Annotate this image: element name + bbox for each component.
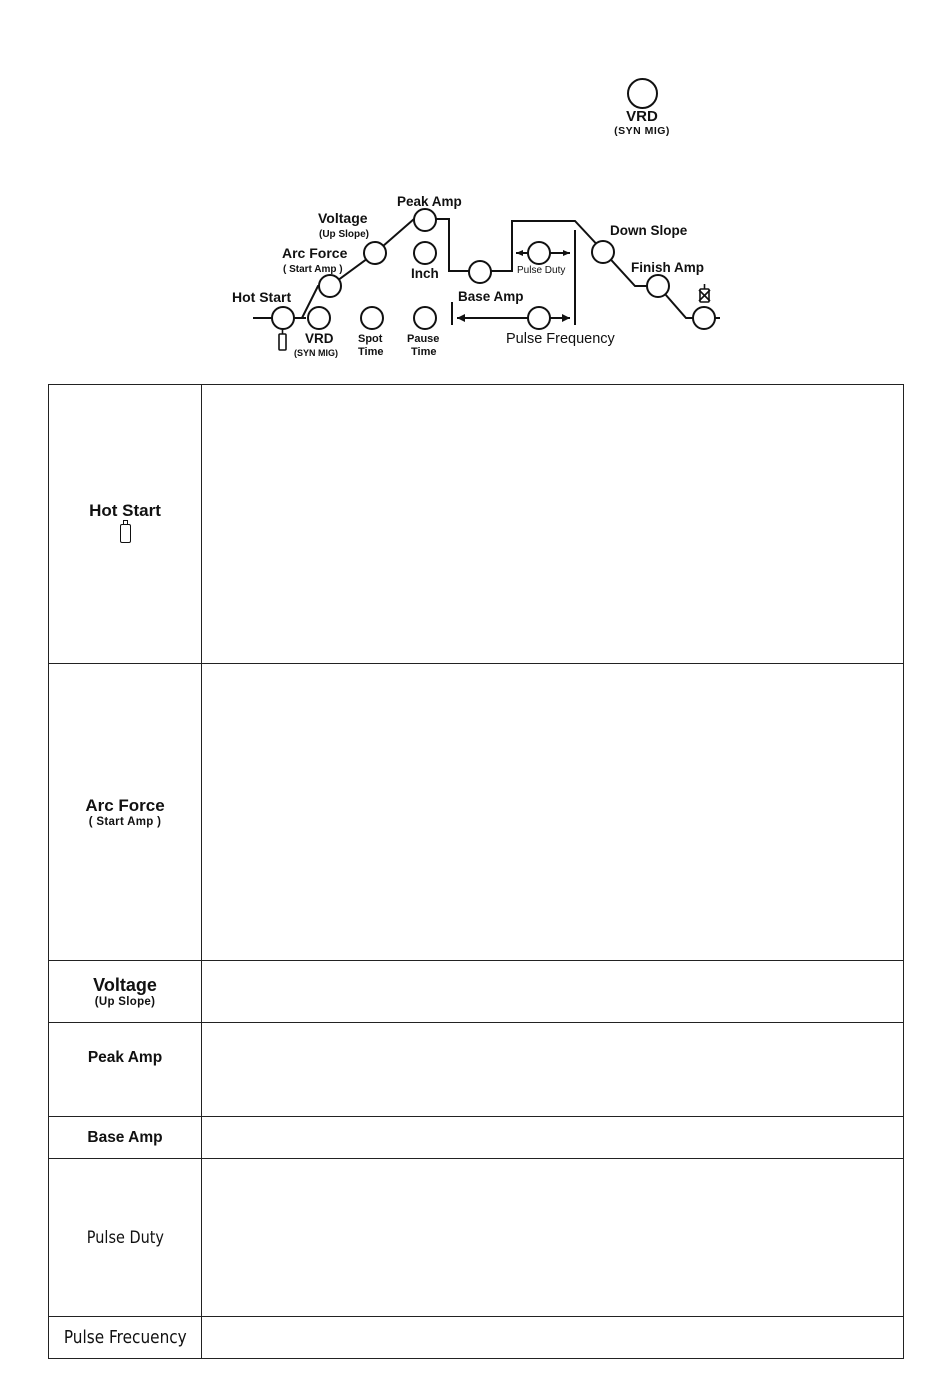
param-name: Pulse Frecuency [63, 1327, 187, 1348]
down-slope-knob [592, 241, 614, 263]
param-arc-force [49, 664, 202, 961]
param-hot-start [49, 385, 202, 664]
vrd-indicator-sub: (SYN MIG) [614, 125, 670, 137]
param-voltage [49, 961, 202, 1023]
pause-time-label-1: Pause [407, 333, 440, 345]
pause-time-knob [414, 307, 436, 329]
param-pulse-frequency [49, 1317, 202, 1359]
table-row [49, 1117, 904, 1159]
hot-start-label: Hot Start [232, 289, 292, 305]
gas-cylinder-icon [279, 329, 286, 350]
inch-label: Inch [411, 266, 439, 281]
vrd-label: VRD [305, 331, 334, 346]
vrd-knob [308, 307, 330, 329]
pulse-frequency-knob [528, 307, 550, 329]
pulse-duty-knob [528, 242, 550, 264]
param-description [202, 1159, 904, 1317]
finish-amp-label: Finish Amp [631, 260, 704, 275]
parameter-table [48, 384, 904, 1359]
down-slope-label: Down Slope [610, 223, 688, 238]
table-row [49, 1023, 904, 1117]
hot-start-knob [272, 307, 294, 329]
param-sub: (Up Slope) [94, 996, 156, 1008]
param-peak-amp [49, 1023, 202, 1117]
arc-force-sub-label: ( Start Amp ) [283, 264, 343, 275]
param-name: Arc Force [85, 796, 165, 815]
arc-force-knob [319, 275, 341, 297]
param-name: Base Amp [87, 1128, 163, 1146]
table-row [49, 961, 904, 1023]
param-base-amp [49, 1117, 202, 1159]
voltage-label: Voltage [318, 210, 368, 226]
gas-off-icon [699, 284, 710, 302]
table-row [49, 664, 904, 961]
param-description [202, 961, 904, 1023]
table-row [49, 1317, 904, 1359]
pulse-frequency-label: Pulse Frequency [506, 331, 615, 347]
finish-amp-knob [647, 275, 669, 297]
table-row [49, 385, 904, 664]
spot-time-label-2: Time [358, 346, 384, 358]
param-name: Pulse Duty [86, 1227, 164, 1248]
param-description [202, 664, 904, 961]
inch-knob [414, 242, 436, 264]
spot-time-knob [361, 307, 383, 329]
pause-time-label-2: Time [411, 346, 437, 358]
arc-force-label: Arc Force [282, 245, 348, 261]
pulse-duty-label: Pulse Duty [517, 265, 566, 276]
peak-amp-label: Peak Amp [397, 194, 462, 209]
param-name: Hot Start [89, 500, 161, 520]
base-amp-knob [469, 261, 491, 283]
end-knob [693, 307, 715, 329]
voltage-sub-label: (Up Slope) [319, 229, 369, 240]
param-pulse-duty [49, 1159, 202, 1317]
vrd-sub-label: (SYN MIG) [294, 348, 338, 358]
param-description [202, 385, 904, 664]
param-name: Voltage [93, 975, 157, 995]
peak-amp-knob [414, 209, 436, 231]
param-name: Peak Amp [87, 1049, 163, 1066]
vrd-indicator-label: VRD [626, 108, 658, 125]
welding-sequence-diagram [0, 0, 950, 380]
param-description [202, 1117, 904, 1159]
spot-time-label-1: Spot [358, 333, 383, 345]
voltage-knob [364, 242, 386, 264]
param-sub: ( Start Amp ) [88, 816, 162, 828]
param-description [202, 1023, 904, 1117]
param-description [202, 1317, 904, 1359]
base-amp-label: Base Amp [458, 289, 524, 304]
table-row [49, 1159, 904, 1317]
gas-cylinder-icon [120, 524, 131, 543]
